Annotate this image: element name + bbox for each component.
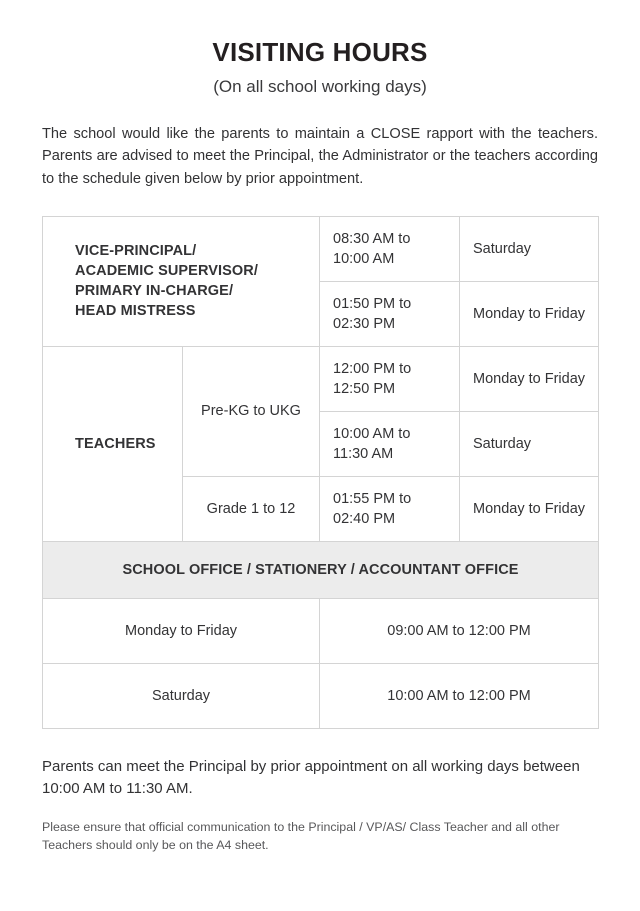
grade-label-prekg-ukg: Pre-KG to UKG xyxy=(183,346,320,476)
time-cell: 08:30 AM to 10:00 AM xyxy=(320,216,460,281)
section-banner-school-office: SCHOOL OFFICE / STATIONERY / ACCOUNTANT OFFICE xyxy=(43,541,599,598)
role-line: ACADEMIC SUPERVISOR/ xyxy=(75,263,259,280)
footer-fineprint: Please ensure that official communication to the Principal / VP/AS/ Class Teacher and all other Teachers should only be on the A4 sheet. xyxy=(42,819,560,853)
days-cell: Monday to Friday xyxy=(460,346,599,411)
page-title: VISITING HOURS xyxy=(212,37,428,67)
time-cell: 12:00 PM to 12:50 PM xyxy=(320,346,460,411)
visiting-hours-table xyxy=(42,216,599,729)
role-line: HEAD MISTRESS xyxy=(75,303,196,320)
intro-paragraph: The school would like the parents to maintain a CLOSE rapport with the teachers. Parents are advised to meet the Principal, the Administrator or the teachers according to the schedule given below by prior appointment. xyxy=(42,126,598,187)
role-label-vice-principal xyxy=(43,216,320,346)
table-row xyxy=(43,541,599,598)
table-row xyxy=(43,346,599,411)
days-cell: Saturday xyxy=(460,411,599,476)
page-subtitle: (On all school working days) xyxy=(213,76,427,96)
table-row xyxy=(43,598,599,663)
role-line: VICE-PRINCIPAL/ xyxy=(75,243,197,260)
office-time-cell: 10:00 AM to 12:00 PM xyxy=(320,663,599,728)
days-cell: Monday to Friday xyxy=(460,476,599,541)
office-days-cell: Saturday xyxy=(43,663,320,728)
time-cell: 10:00 AM to 11:30 AM xyxy=(320,411,460,476)
table-row xyxy=(43,216,599,281)
time-cell: 01:50 PM to 02:30 PM xyxy=(320,281,460,346)
days-cell: Saturday xyxy=(460,216,599,281)
grade-label-grade-1-12: Grade 1 to 12 xyxy=(183,476,320,541)
role-label-teachers: TEACHERS xyxy=(43,346,183,541)
footer-note: Parents can meet the Principal by prior appointment on all working days between 10:00 AM to 11:30 AM. xyxy=(42,757,580,798)
role-line: PRIMARY IN-CHARGE/ xyxy=(75,283,234,300)
office-time-cell: 09:00 AM to 12:00 PM xyxy=(320,598,599,663)
table-row xyxy=(43,663,599,728)
office-days-cell: Monday to Friday xyxy=(43,598,320,663)
days-cell: Monday to Friday xyxy=(460,281,599,346)
time-cell: 01:55 PM to 02:40 PM xyxy=(320,476,460,541)
